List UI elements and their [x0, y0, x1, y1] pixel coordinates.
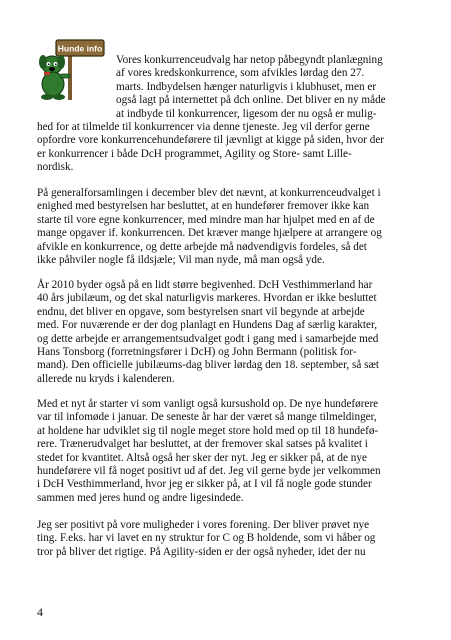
text-line: hed for at tilmelde til konkurrencer via denne tjeneste. Jeg vil derfor gerne	[37, 120, 370, 133]
paragraph-competition	[37, 54, 417, 175]
text-line: opfordre vore konkurrencehundeførere til jævnligt at kigge på siden, hvor der	[37, 134, 385, 147]
paragraph-future	[37, 519, 417, 559]
text-line: mange opgaver if. konkurrencen. Det kræver mange hjælpere at arrangere og	[37, 227, 382, 240]
text-line: er konkurrencer i både DcH programmet, Agility og Store- samt Lille-	[37, 147, 352, 160]
text-line: Jeg ser positivt på vore muligheder i vores forening. Der bliver prøvet nye	[37, 519, 370, 531]
text-line: marts. Indbydelsen hænger naturligvis i klubhuset, men er	[116, 80, 377, 93]
text-line: Vores konkurrenceudvalg har netop påbegyndt planlægning	[116, 54, 383, 66]
text-line: ikke påhviler nogle få ildsjæle; Vil man nyde, må man også yde.	[37, 253, 325, 266]
text-line: Hans Tonsborg (forretningsfører i DcH) og John Bermann (politisk for-	[37, 345, 357, 358]
page-number: 4	[37, 605, 43, 619]
text-line: med. For nuværende er der dog planlagt en Hundens Dag af særlig karakter,	[37, 319, 378, 332]
text-line: i DcH Vesthimmerland, hvor jeg er sikker på, at I vil få nogle gode stunder	[37, 478, 372, 491]
text-line: starte til vore egne konkurrencer, med mindre man har hjulpet med en af de	[37, 213, 375, 226]
text-line: også lagt på internettet på dch online. Det bliver en ny måde	[116, 94, 386, 107]
text-line: År 2010 byder også på en lidt større begivenhed. DcH Vesthimmerland har	[37, 279, 373, 291]
text-line: Med et nyt år starter vi som vanligt også kursushold op. De nye hundeførere	[37, 398, 379, 410]
paragraph-general-assembly	[37, 187, 417, 267]
text-line: af vores kredskonkurrence, som afvikles lørdag den 27.	[116, 67, 365, 80]
text-line: rere. Trænerudvalget har besluttet, at der fremover skal satses på kvalitet i	[37, 438, 368, 451]
text-line: afvikle en konkurrence, og dette arbejde må nødvendigvis fordeles, så det	[37, 240, 367, 253]
text-line: stedet for kvantitet. Altså også her sker der nyt. Jeg er sikker på, at de nye	[37, 451, 367, 464]
text-line: På generalforsamlingen i december blev det nævnt, at konkurrenceudvalget i	[37, 187, 381, 199]
paragraph-courses	[37, 398, 417, 505]
text-line: 40 års jubilæum, og det skal naturligvis markeres. Hvordan er ikke besluttet	[37, 292, 377, 305]
text-line: ting. F.eks. har vi lavet en ny struktur for C og B holdende, som vi håber og	[37, 532, 376, 545]
logo-sign-text: Hunde info	[57, 43, 103, 54]
text-line: og dette arbejde er arrangementsudvalget godt i gang med i samarbejde med	[37, 332, 379, 345]
text-line: nordisk.	[37, 161, 74, 174]
text-line: at indbyde til konkurrencer, ligesom der nu også er mulig-	[116, 107, 377, 120]
paragraph-anniversary	[37, 279, 417, 386]
text-line: endnu, det bliver en opgave, som bestyrelsen snart vil begynde at arbejde	[37, 305, 365, 318]
text-line: at holdene har udviklet sig til nogle meget store hold med op til 18 hundefø-	[37, 424, 379, 437]
text-line: hundeførere vil få noget positivt ud af det. Jeg vil gerne byde jer velkommen	[37, 464, 381, 477]
text-line: sammen med jeres hund og andre ligesindede.	[37, 491, 244, 504]
text-line: tror på bliver det rigtige. På Agility-siden er der også nyheder, idet der nu	[37, 545, 366, 558]
text-line: mand). Den officielle jubilæums-dag bliver lørdag den 18. september, så sæt	[37, 359, 380, 372]
text-line: allerede nu kryds i kalenderen.	[37, 372, 175, 385]
text-line: var til infomøde i januar. De seneste år har der været så mange tilmeldinger,	[37, 411, 377, 424]
text-line: enighed med bestyrelsen har besluttet, at en hundefører fremover ikke kan	[37, 200, 370, 213]
